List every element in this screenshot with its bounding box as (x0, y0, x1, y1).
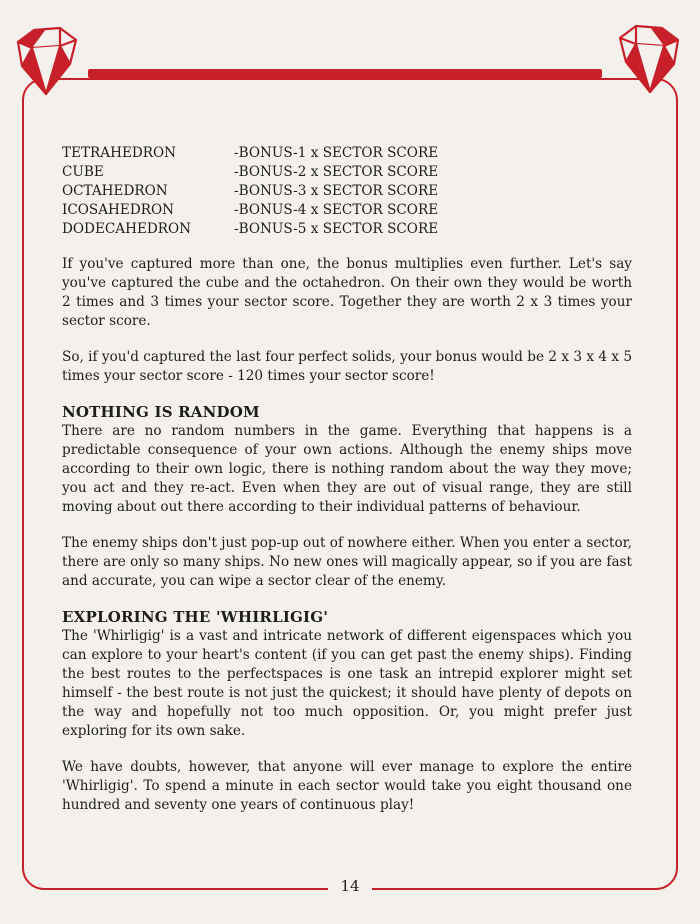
bonus-row (62, 201, 438, 220)
bonus-row (62, 220, 438, 239)
section-heading-whirligig: EXPLORING THE 'WHIRLIGIG' (62, 608, 329, 626)
bonus-value: -BONUS-1 x SECTOR SCORE (234, 145, 439, 161)
random-paragraph-2: The enemy ships don't just pop-up out of nowhere either. When you enter a sector, there are only so many ships. No new ones will magically appear, so if you are fast and accurate, you can wipe a sector clear of the enemy. (62, 535, 632, 589)
solid-name: DODECAHEDRON (62, 221, 192, 237)
bonus-value: -BONUS-5 x SECTOR SCORE (234, 221, 439, 237)
solid-name: ICOSAHEDRON (62, 202, 174, 218)
bonus-value: -BONUS-3 x SECTOR SCORE (234, 183, 439, 199)
bonus-row (62, 163, 438, 182)
gem-icon-right (614, 20, 686, 98)
header-rule (88, 69, 602, 78)
bonus-value: -BONUS-4 x SECTOR SCORE (234, 202, 439, 218)
footer (0, 876, 700, 895)
page-content (62, 144, 632, 832)
whirligig-paragraph-1: The 'Whirligig' is a vast and intricate network of different eigenspaces which you can explore to your heart's content (if you can get past the enemy ships). Finding the best routes to the perfectspaces is one task an intrepid explorer might set himself - the best route is not just the quickest; it should have plenty of depots on the way and hopefully not too much opposition. Or, you might prefer just exploring for its own sake. (62, 628, 632, 739)
bonus-value: -BONUS-2 x SECTOR SCORE (234, 164, 439, 180)
page-number: 14 (328, 877, 371, 895)
random-paragraph-1: There are no random numbers in the game. Everything that happens is a predictable consequence of your own actions. Although the enemy ships move according to their own logic, there is nothing random about the way they move; you act and they re-act. Even when they are out of visual range, they are still moving about out there according to their individual patterns of behaviour. (62, 423, 632, 515)
solid-name: OCTAHEDRON (62, 183, 168, 199)
bonus-row (62, 144, 438, 163)
whirligig-paragraph-2: We have doubts, however, that anyone will ever manage to explore the entire 'Whirligig'. To spend a minute in each sector would take you eight thousand one hundred and seventy one years of continuous play! (62, 759, 632, 813)
section-heading-random: NOTHING IS RANDOM (62, 403, 260, 421)
solid-name: CUBE (62, 164, 104, 180)
gem-icon-left (10, 22, 82, 100)
bonus-row (62, 182, 438, 201)
solid-name: TETRAHEDRON (62, 145, 177, 161)
bonus-table (62, 144, 438, 239)
example-paragraph: So, if you'd captured the last four perfect solids, your bonus would be 2 x 3 x 4 x 5 times your sector score - 120 times your sector score! (62, 349, 632, 384)
multiplier-paragraph: If you've captured more than one, the bonus multiplies even further. Let's say you've captured the cube and the octahedron. On their own they would be worth 2 times and 3 times your sector score. Together they are worth 2 x 3 times your sector score. (62, 256, 632, 329)
